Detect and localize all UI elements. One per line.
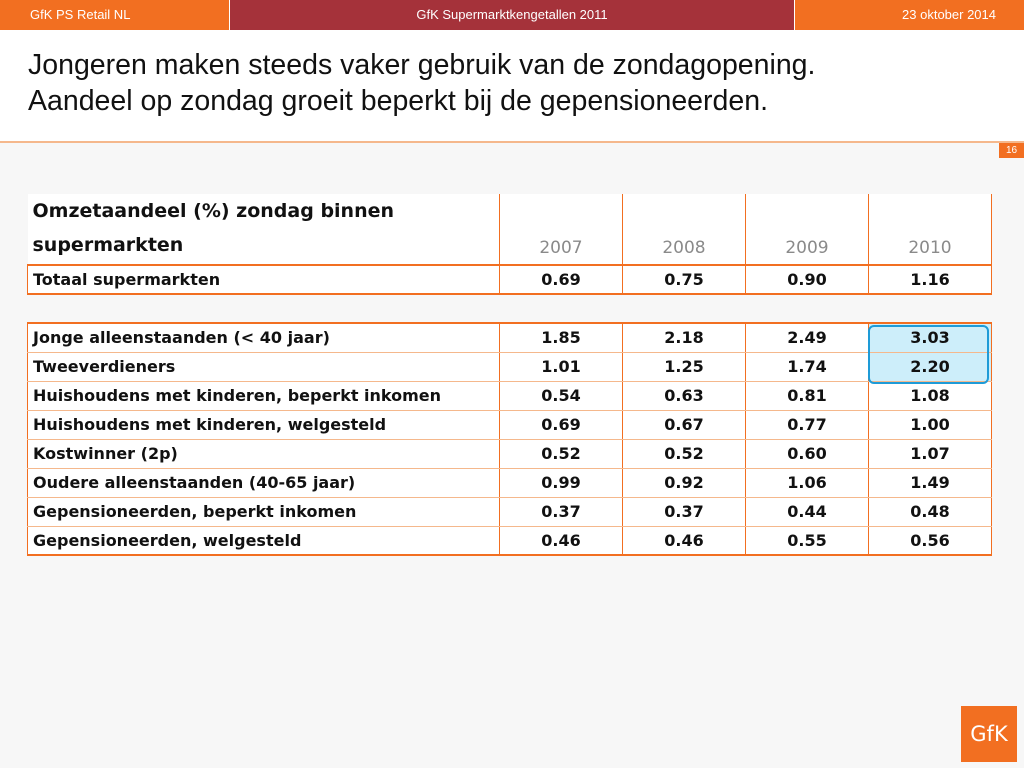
title-line-2: Aandeel op zondag groeit beperkt bij de gepensioneerden. (28, 85, 768, 117)
cell-value: 0.37 (500, 497, 623, 526)
row-label: Huishoudens met kinderen, welgesteld (28, 410, 500, 439)
header-left: GfK PS Retail NL (0, 0, 229, 30)
title-line-1: Jongeren maken steeds vaker gebruik van de zondagopening. (28, 49, 816, 81)
total-row (28, 265, 992, 294)
row-label: Jonge alleenstaanden (< 40 jaar) (28, 323, 500, 352)
row-label: Gepensioneerden, welgesteld (28, 526, 500, 555)
cell-value: 0.69 (500, 265, 623, 294)
cell-value: 0.92 (623, 468, 746, 497)
cell-value: 2.49 (746, 323, 869, 352)
cell-value: 0.44 (746, 497, 869, 526)
cell-value: 1.16 (869, 265, 992, 294)
page-number: 16 (999, 143, 1024, 158)
cell-value: 0.56 (869, 526, 992, 555)
year-header: 2009 (746, 194, 869, 265)
cell-value: 1.85 (500, 323, 623, 352)
cell-value: 0.81 (746, 381, 869, 410)
cell-value-highlighted: 2.20 (869, 352, 992, 381)
cell-value: 0.99 (500, 468, 623, 497)
year-header: 2008 (623, 194, 746, 265)
table-row (28, 410, 992, 439)
cell-value: 0.48 (869, 497, 992, 526)
year-header: 2007 (500, 194, 623, 265)
table-row (28, 323, 992, 352)
cell-value: 1.74 (746, 352, 869, 381)
cell-value: 0.75 (623, 265, 746, 294)
title-area (0, 30, 1024, 141)
cell-value: 1.01 (500, 352, 623, 381)
row-label: Oudere alleenstaanden (40-65 jaar) (28, 468, 500, 497)
row-label: Gepensioneerden, beperkt inkomen (28, 497, 500, 526)
header-label-line-2: supermarkten (32, 234, 184, 256)
cell-value: 1.49 (869, 468, 992, 497)
cell-value: 1.07 (869, 439, 992, 468)
cell-value: 0.54 (500, 381, 623, 410)
cell-value: 0.77 (746, 410, 869, 439)
cell-value: 0.46 (623, 526, 746, 555)
page-title (28, 47, 815, 119)
cell-value: 0.60 (746, 439, 869, 468)
cell-value: 0.63 (623, 381, 746, 410)
table-header-label (28, 194, 500, 265)
table-header-row (28, 194, 992, 265)
year-header: 2010 (869, 194, 992, 265)
row-label: Huishoudens met kinderen, beperkt inkomen (28, 381, 500, 410)
cell-value: 1.08 (869, 381, 992, 410)
sunday-share-table (27, 194, 992, 556)
cell-value: 0.67 (623, 410, 746, 439)
row-label: Totaal supermarkten (28, 265, 500, 294)
table-row (28, 381, 992, 410)
cell-value: 0.46 (500, 526, 623, 555)
cell-value: 0.69 (500, 410, 623, 439)
table-row (28, 439, 992, 468)
header-label-line-1: Omzetaandeel (%) zondag binnen (32, 200, 395, 222)
spacer-row (28, 294, 992, 323)
cell-value: 0.52 (500, 439, 623, 468)
row-label: Kostwinner (2p) (28, 439, 500, 468)
header-center: GfK Supermarktkengetallen 2011 (229, 0, 795, 30)
table-row (28, 526, 992, 555)
cell-value: 0.90 (746, 265, 869, 294)
header-date: 23 oktober 2014 (795, 0, 1024, 30)
header-bar (0, 0, 1024, 30)
cell-value: 1.06 (746, 468, 869, 497)
table-row (28, 497, 992, 526)
cell-value: 0.52 (623, 439, 746, 468)
cell-value: 1.25 (623, 352, 746, 381)
cell-value: 0.55 (746, 526, 869, 555)
cell-value: 2.18 (623, 323, 746, 352)
cell-value: 1.00 (869, 410, 992, 439)
cell-value: 0.37 (623, 497, 746, 526)
title-divider (0, 141, 1024, 143)
cell-value-highlighted: 3.03 (869, 323, 992, 352)
table-row (28, 352, 992, 381)
gfk-logo: GfK (961, 706, 1017, 762)
table-row (28, 468, 992, 497)
row-label: Tweeverdieners (28, 352, 500, 381)
